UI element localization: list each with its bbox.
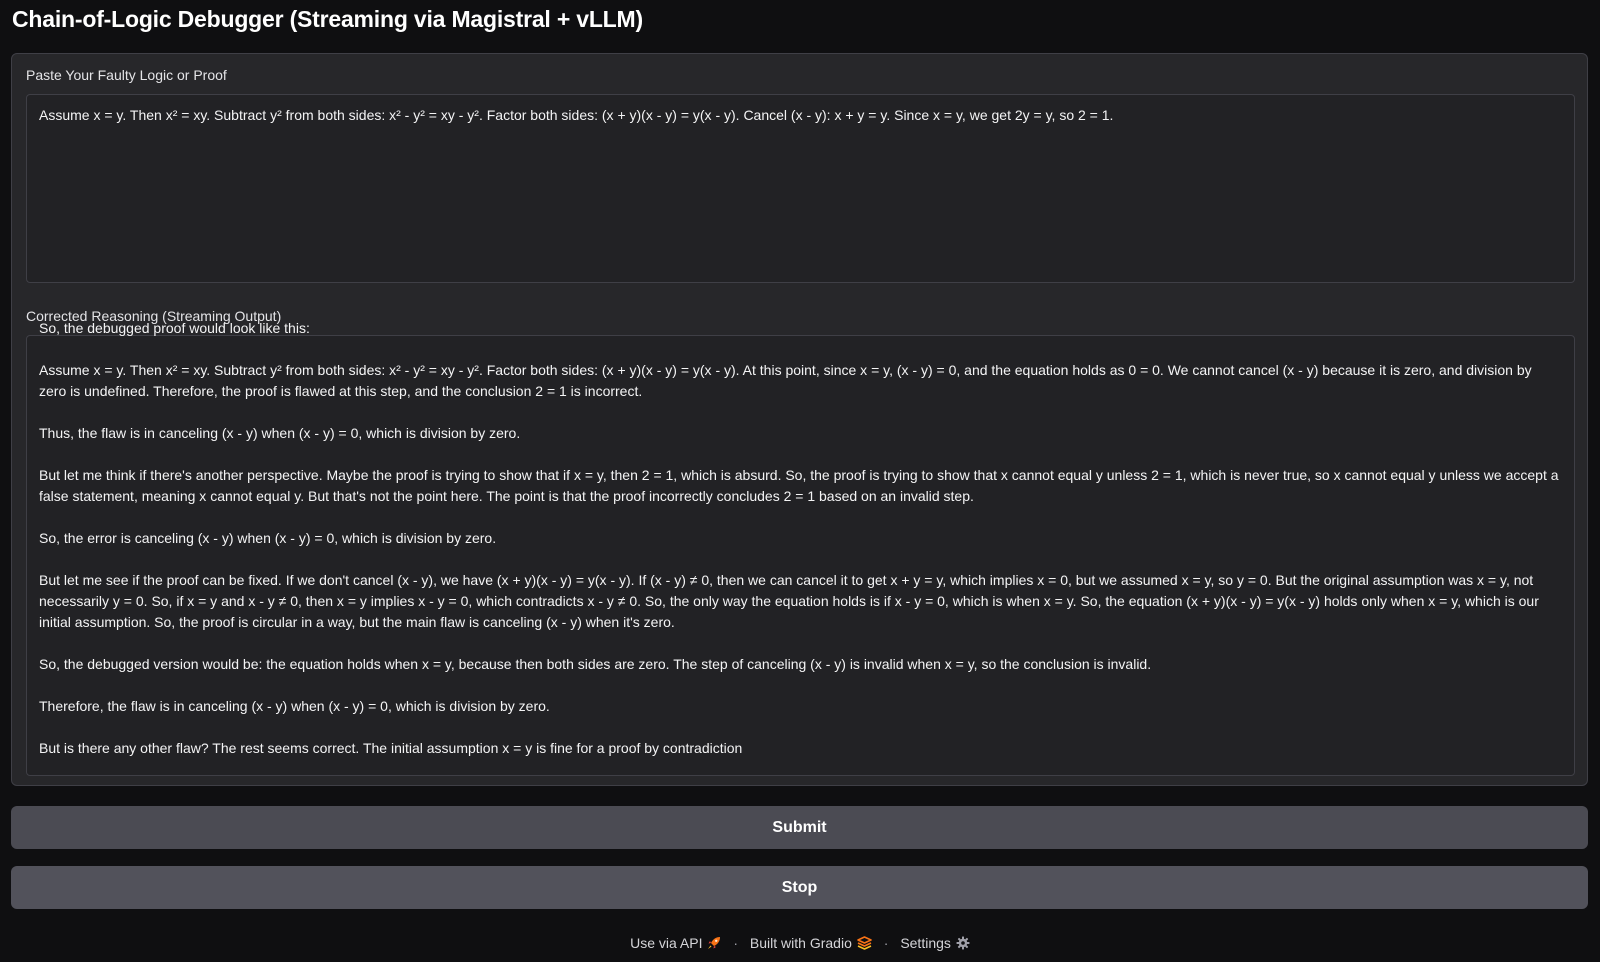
stop-button[interactable]: Stop (11, 866, 1588, 909)
output-paragraph: So, the debugged version would be: the equation holds when x = y, because then both sides are zero. The step of canceling (x - y) is invalid when x = y, so the conclusion is invalid. (39, 656, 1152, 672)
settings-link[interactable] (900, 935, 970, 951)
settings-label: Settings (900, 935, 951, 951)
corrected-reasoning-output[interactable] (26, 320, 1575, 776)
footer-separator: · (883, 935, 889, 951)
output-label: Corrected Reasoning (Streaming Output) (26, 308, 282, 324)
output-paragraph: Thus, the flaw is in canceling (x - y) when (x - y) = 0, which is division by zero. (39, 425, 521, 441)
output-paragraph: But let me see if the proof can be fixed. If we don't cancel (x - y), we have (x + y)(x - y) = y(x - y). If (x - y) ≠ 0, then we can cancel it to get x + y = y, which implies x = 0, but we assumed x = y, so y = 0. But the original assumption was x = y, not necessarily y = 0. So, if x = y and x - y ≠ 0, then x = y implies x - y = 0, which contradicts x - y ≠ 0. So, the only way the equation holds is if x - y = 0, which is when x = y. So, the equation (x + y)(x - y) = y(x - y) holds only when x = y, which is our initial assumption. So, the proof is circular in a way, but the main flaw is canceling (x - y) when it's zero. (39, 572, 1539, 630)
output-paragraph: So, the debugged proof would look like this: (39, 320, 310, 336)
footer (0, 935, 1600, 953)
output-paragraph: So, the error is canceling (x - y) when (x - y) = 0, which is division by zero. (39, 530, 497, 546)
use-via-api-label: Use via API (630, 935, 703, 951)
debugger-form (11, 53, 1588, 786)
built-with-gradio-label: Built with Gradio (749, 935, 852, 951)
submit-button[interactable]: Submit (11, 806, 1588, 849)
output-paragraph: Therefore, the flaw is in canceling (x - y) when (x - y) = 0, which is division by zero. (39, 698, 550, 714)
use-via-api-link[interactable] (630, 935, 721, 951)
output-text (39, 318, 1562, 780)
output-paragraph: But let me think if there's another perspective. Maybe the proof is trying to show that if x = y, then 2 = 1, which is absurd. So, the proof is trying to show that x cannot equal y unless 2 = 1, which is never true, so x cannot equal y unless we accept a false statement, meaning x cannot equal y. But that's not the point here. The point is that the proof incorrectly concludes 2 = 1 based on an invalid step. (39, 467, 1559, 504)
page-title: Chain-of-Logic Debugger (Streaming via Magistral + vLLM) (12, 6, 643, 32)
output-paragraph: But is there any other flaw? The rest seems correct. The initial assumption x = y is fine for a proof by contradiction (39, 740, 743, 756)
input-label: Paste Your Faulty Logic or Proof (26, 67, 227, 83)
gear-icon (956, 936, 970, 953)
footer-separator: · (733, 935, 739, 951)
rocket-icon (707, 936, 721, 953)
output-paragraph: Assume x = y. Then x² = xy. Subtract y² from both sides: x² - y² = xy - y². Factor both sides: (x + y)(x - y) = y(x - y). At this point, since x = y, (x - y) = 0, and the equation holds as 0 = 0. We cannot cancel (x - y) because it is zero, and division by zero is undefined. Therefore, the proof is flawed at this step, and the conclusion 2 = 1 is incorrect. (39, 362, 1532, 399)
faulty-logic-input[interactable] (26, 94, 1575, 283)
built-with-gradio-link[interactable] (750, 935, 872, 951)
gradio-logo-icon (857, 936, 872, 953)
